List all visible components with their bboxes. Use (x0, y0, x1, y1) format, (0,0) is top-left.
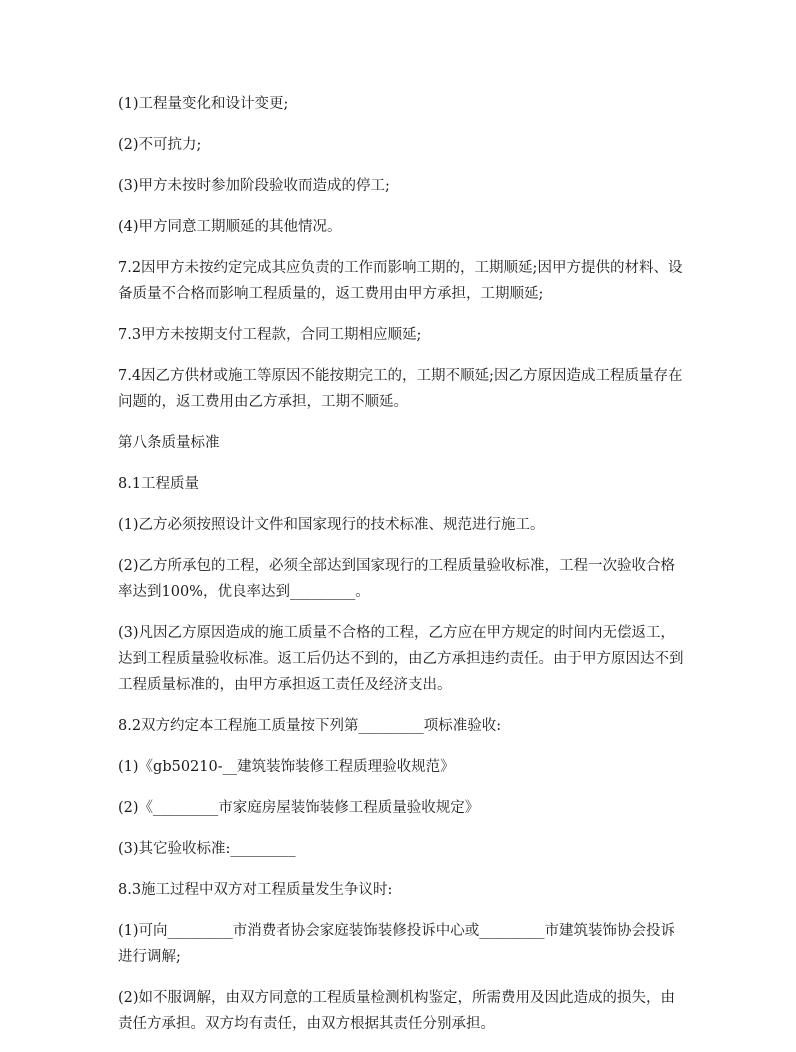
paragraph-3: (3)甲方未按时参加阶段验收而造成的停工; (118, 178, 390, 194)
paragraph-18: (1)可向_________市消费者协会家庭装饰装修投诉中心或_________市建筑装饰协会投诉进行调解; (118, 923, 676, 965)
paragraph-11: (2)乙方所承包的工程，必须全部达到国家现行的工程质量验收标准，工程一次验收合格率达到100%，优良率达到_________。 (118, 558, 676, 600)
paragraph-5: 7.2因甲方未按约定完成其应负责的工作而影响工期的，工期顺延;因甲方提供的材料、设备质量不合格而影响工程质量的，返工费用由甲方承担，工期顺延; (118, 260, 683, 302)
paragraph-7: 7.4因乙方供材或施工等原因不能按期完工的，工期不顺延;因乙方原因造成工程质量存在问题的，返工费用由乙方承担，工期不顺延。 (118, 368, 683, 410)
paragraph-12: (3)凡因乙方原因造成的施工质量不合格的工程，乙方应在甲方规定的时间内无偿返工，达到工程质量验收标准。返工后仍达不到的，由乙方承担违约责任。由于甲方原因达不到工程质量标准的，由甲方承担返工责任及经济支出。 (118, 625, 684, 693)
document-body (118, 91, 688, 1052)
paragraph-19: (2)如不服调解，由双方同意的工程质量检测机构鉴定，所需费用及因此造成的损失，由责任方承担。双方均有责任，由双方根据其责任分别承担。 (118, 990, 676, 1032)
paragraph-10: (1)乙方必须按照设计文件和国家现行的技术标准、规范进行施工。 (118, 517, 545, 533)
paragraph-2: (2)不可抗力; (118, 137, 202, 153)
paragraph-16: (3)其它验收标准:_________ (118, 841, 296, 857)
paragraph-15: (2)《_________市家庭房屋装饰装修工程质量验收规定》 (118, 800, 480, 816)
paragraph-1: (1)工程量变化和设计变更; (118, 96, 289, 112)
paragraph-4: (4)甲方同意工期顺延的其他情况。 (118, 219, 342, 235)
subsection-heading-8-1: 8.1工程质量 (118, 476, 200, 492)
paragraph-14: (1)《gb50210-__建筑装饰装修工程质理验收规范》 (118, 759, 455, 775)
paragraph-13: 8.2双方约定本工程施工质量按下列第_________项标准验收: (118, 718, 502, 734)
section-heading: 第八条质量标准 (118, 435, 220, 451)
paragraph-17: 8.3施工过程中双方对工程质量发生争议时: (118, 882, 393, 898)
paragraph-6: 7.3甲方未按期支付工程款，合同工期相应顺延; (118, 327, 422, 343)
